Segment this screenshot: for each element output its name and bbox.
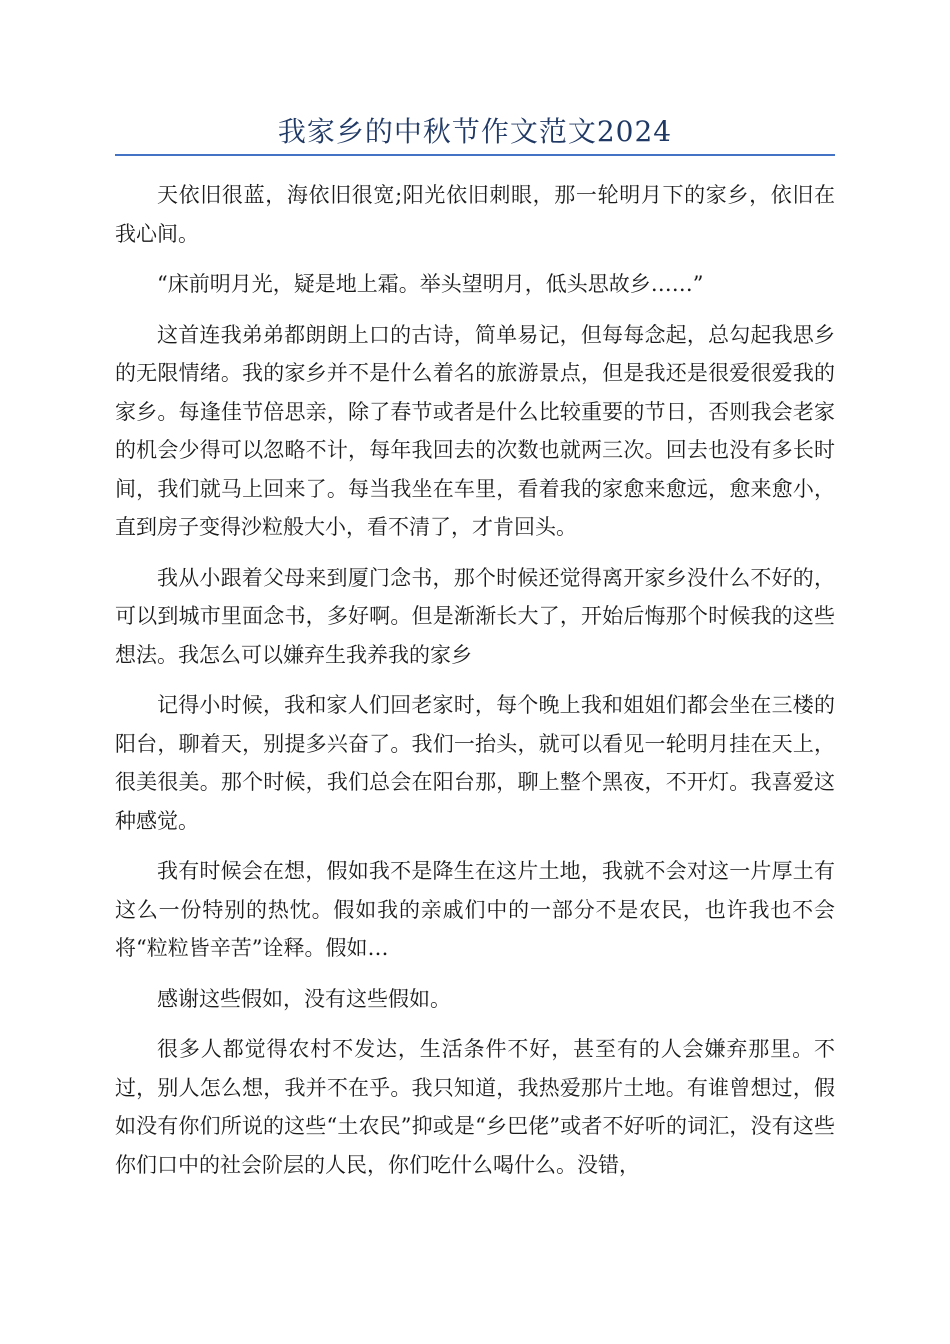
- paragraph-8: 很多人都觉得农村不发达，生活条件不好，甚至有的人会嫌弃那里。不过，别人怎么想，我并不在乎。我只知道，我热爱那片土地。有谁曾想过，假如没有你们所说的这些“土农民”抑或是“乡巴佬”或者不好听的词汇，没有这些你们口中的社会阶层的人民，你们吃什么喝什么。没错，: [115, 1037, 835, 1177]
- document-title: 我家乡的中秋节作文范文2024: [277, 115, 673, 148]
- paragraph-5: 记得小时候，我和家人们回老家时，每个晚上我和姐姐们都会坐在三楼的阳台，聊着天，别提多兴奋了。我们一抬头，就可以看见一轮明月挂在天上，很美很美。那个时候，我们总会在阳台那，聊上整个黑夜，不开灯。我喜爱这种感觉。: [115, 693, 835, 833]
- paragraph-1: 天依旧很蓝，海依旧很宽;阳光依旧刺眼，那一轮明月下的家乡，依旧在我心间。: [115, 183, 835, 246]
- paragraph-2: “床前明月光，疑是地上霜。举头望明月，低头思故乡……”: [157, 272, 704, 296]
- title-underline: [115, 154, 835, 156]
- document-body: [115, 176, 835, 1196]
- paragraph-7: 感谢这些假如，没有这些假如。: [157, 986, 451, 1011]
- paragraph-4: 我从小跟着父母来到厦门念书，那个时候还觉得离开家乡没什么不好的，可以到城市里面念书，多好啊。但是渐渐长大了，开始后悔那个时候我的这些想法。我怎么可以嫌弃生我养我的家乡: [115, 565, 835, 667]
- paragraph-6: 我有时候会在想，假如我不是降生在这片土地，我就不会对这一片厚土有这么一份特别的热忱。假如我的亲戚们中的一部分不是农民，也许我也不会将“粒粒皆辛苦”诠释。假如…: [115, 859, 835, 960]
- paragraph-3: 这首连我弟弟都朗朗上口的古诗，简单易记，但每每念起，总勾起我思乡的无限情绪。我的家乡并不是什么着名的旅游景点，但是我还是很爱很爱我的家乡。每逢佳节倍思亲，除了春节或者是什么比较重要的节日，否则我会老家的机会少得可以忽略不计，每年我回去的次数也就两三次。回去也没有多长时间，我们就马上回来了。每当我坐在车里，看着我的家愈来愈远，愈来愈小，直到房子变得沙粒般大小，看不清了，才肯回头。: [115, 322, 835, 539]
